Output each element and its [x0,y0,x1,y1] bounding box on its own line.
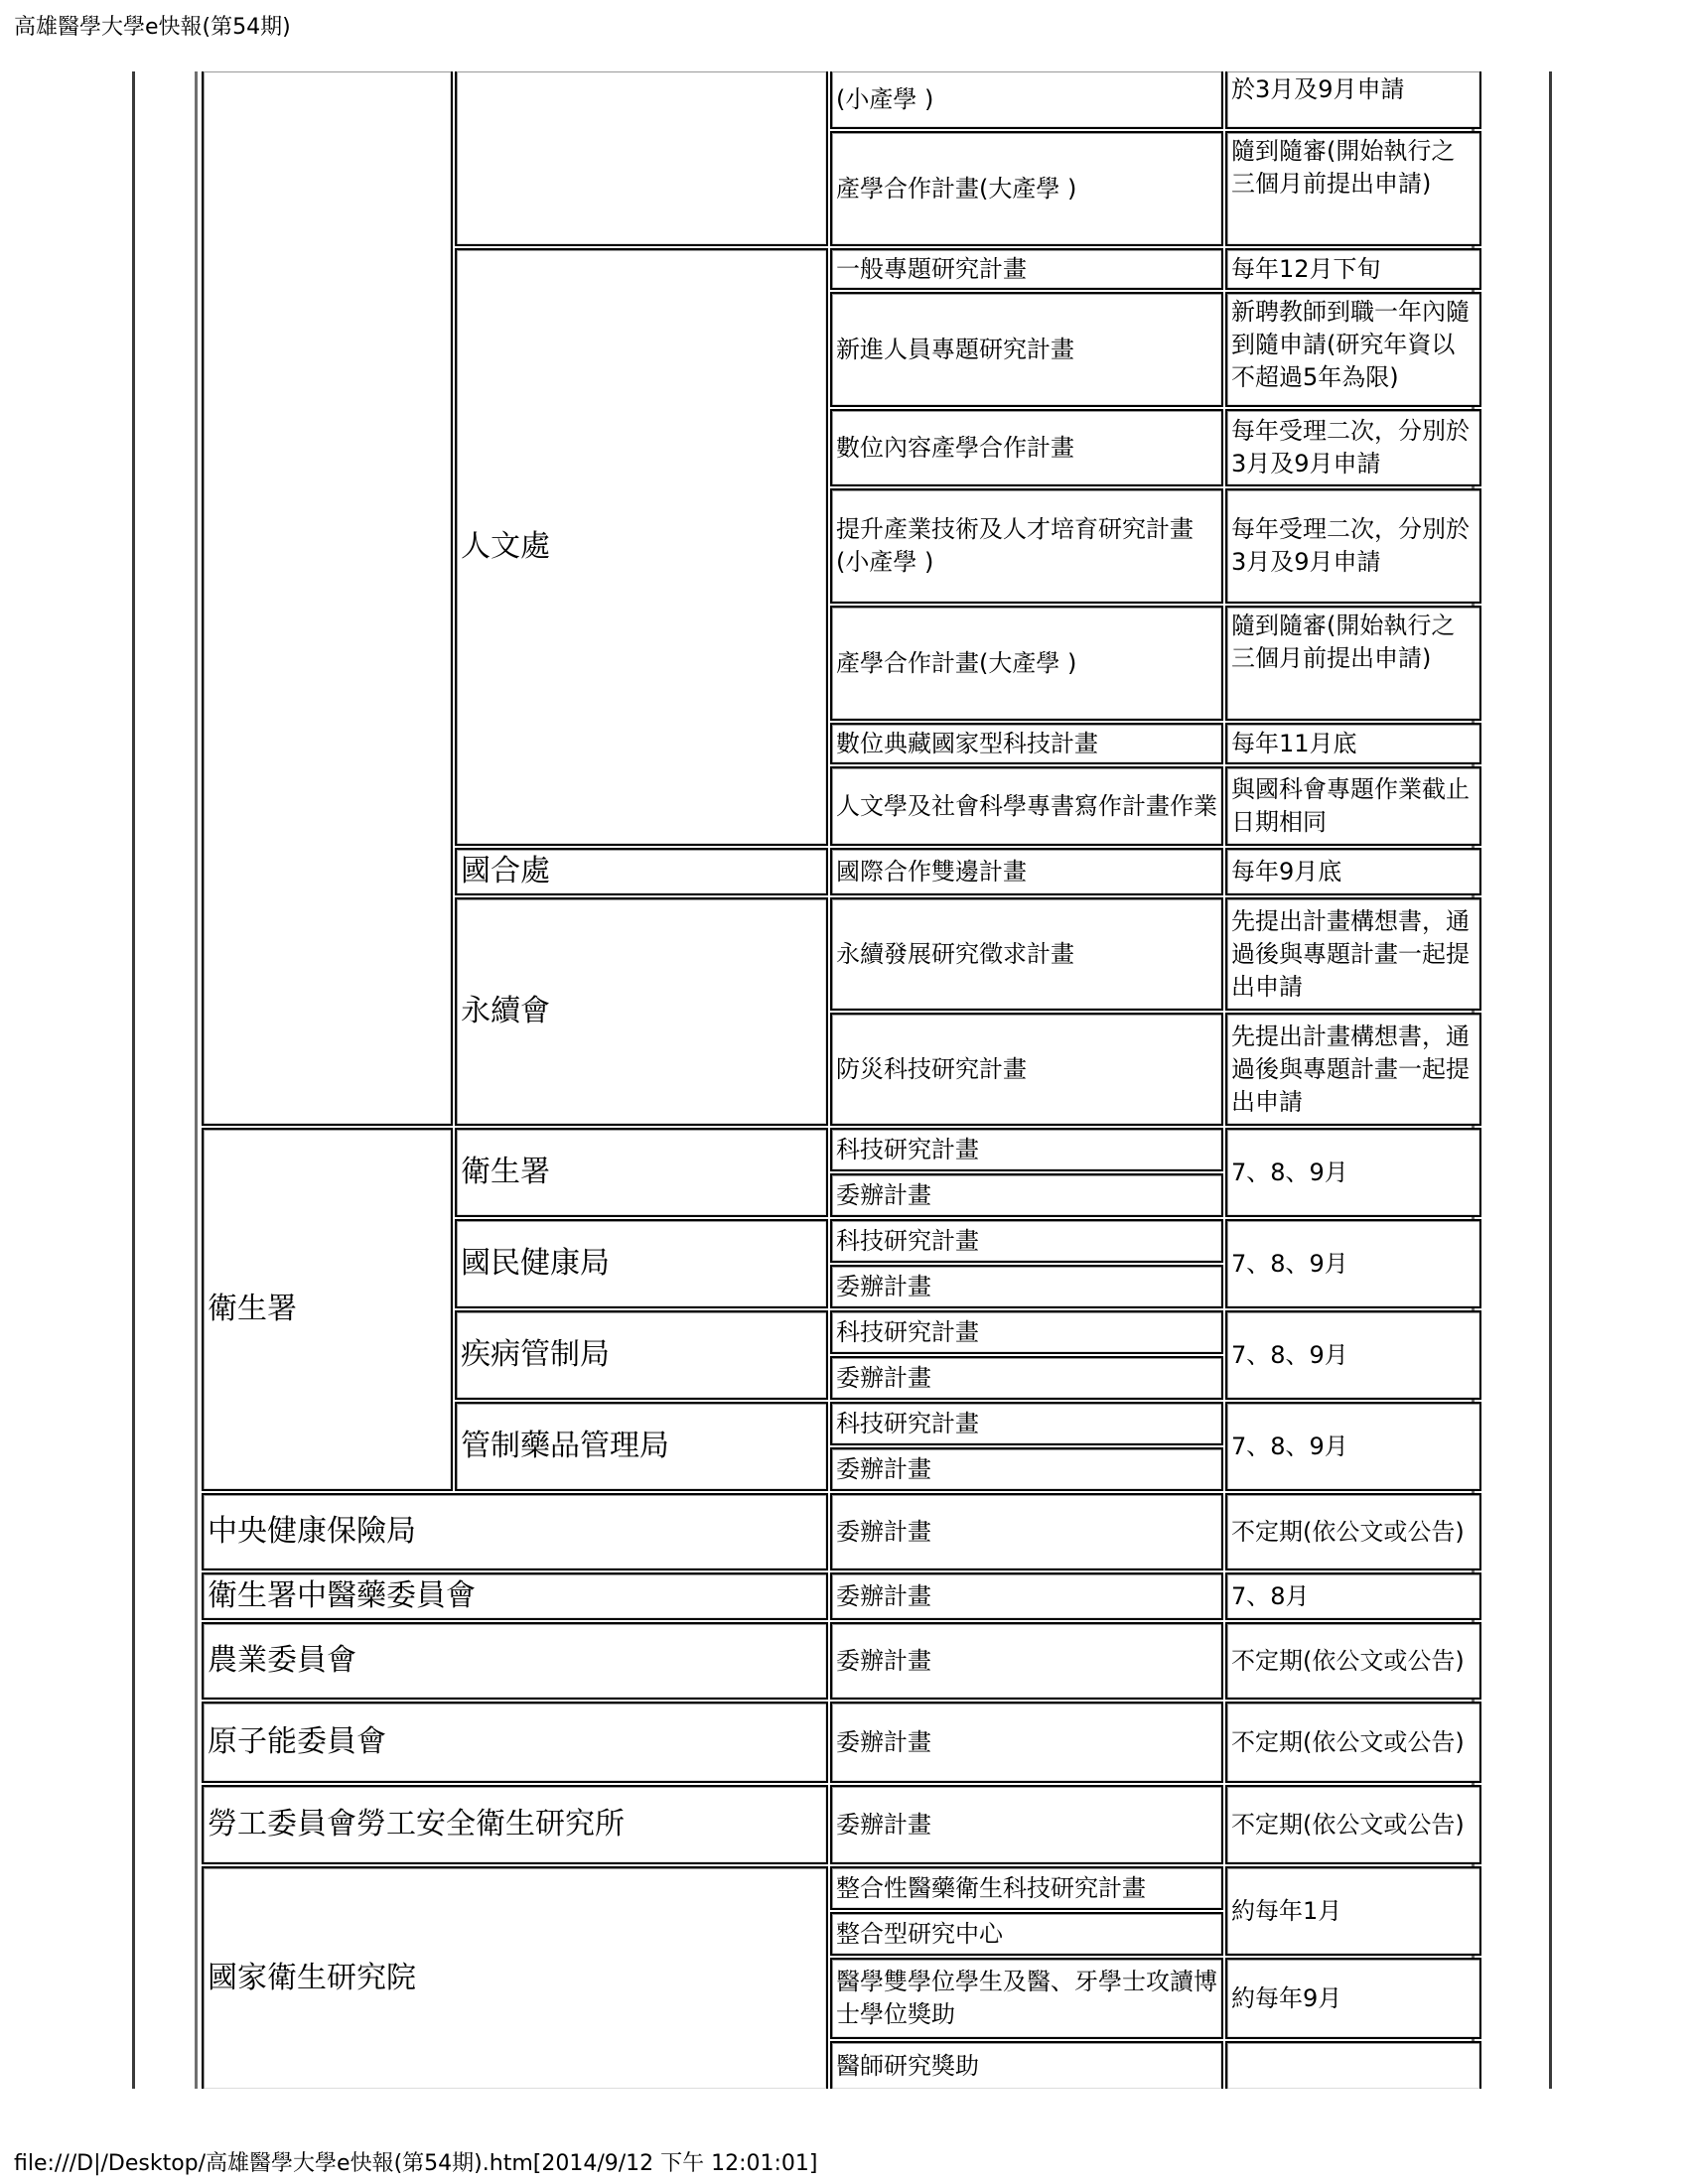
deadline-cell: 每年9月底 [1225,848,1481,895]
deadline-cell: 不定期(依公文或公告) [1225,1622,1481,1700]
plan-cell: 國際合作雙邊計畫 [830,848,1223,895]
agency-cell-continued [202,71,453,1126]
deadline-cell: 約每年1月 [1225,1866,1481,1956]
plan-cell: 委辦計畫 [830,1622,1223,1700]
plan-cell: 永續發展研究徵求計畫 [830,897,1223,1011]
agency-cell: 原子能委員會 [202,1702,828,1783]
inner-frame-left-line [195,71,198,2089]
plan-cell: 提升產業技術及人才培育研究計畫 (小產學 ) [830,488,1223,604]
deadline-cell: 隨到隨審(開始執行之三個月前提出申請) [1225,131,1481,246]
deadline-cell: 7、8、9月 [1225,1310,1481,1400]
plan-cell: 委辦計畫 [830,1173,1223,1217]
unit-cell-sustainability: 永續會 [455,897,828,1126]
deadline-cell: 每年受理二次，分別於3月及9月申請 [1225,488,1481,604]
unit-cell: 衛生署 [455,1128,828,1217]
plan-cell: 整合性醫藥衛生科技研究計畫 [830,1866,1223,1910]
unit-cell: 疾病管制局 [455,1310,828,1400]
deadline-cell-empty [1225,2041,1481,2089]
deadline-cell: 隨到隨審(開始執行之三個月前提出申請) [1225,606,1481,721]
plan-cell: 產學合作計畫(大產學 ) [830,131,1223,246]
plan-cell: 委辦計畫 [830,1785,1223,1864]
deadline-cell: 不定期(依公文或公告) [1225,1493,1481,1570]
agency-cell-nhri: 國家衛生研究院 [202,1866,828,2089]
outer-frame-left-line [132,71,135,2089]
plan-cell: 醫學雙學位學生及醫、牙學士攻讀博士學位獎助 [830,1958,1223,2039]
plan-cell: 整合型研究中心 [830,1912,1223,1956]
deadline-cell: 每年12月下旬 [1225,248,1481,290]
plan-cell: 一般專題研究計畫 [830,248,1223,290]
plan-cell: 醫師研究獎助 [830,2041,1223,2089]
plan-cell: 委辦計畫 [830,1572,1223,1620]
plan-cell: 委辦計畫 [830,1702,1223,1783]
plan-cell: 委辦計畫 [830,1356,1223,1400]
plan-cell: 科技研究計畫 [830,1219,1223,1263]
deadline-cell: 7、8、9月 [1225,1219,1481,1308]
agency-cell: 農業委員會 [202,1622,828,1700]
agency-cell: 衛生署中醫藥委員會 [202,1572,828,1620]
plan-cell: 科技研究計畫 [830,1128,1223,1171]
deadline-cell: 於3月及9月申請 [1225,71,1481,129]
agency-cell: 中央健康保險局 [202,1493,828,1570]
outer-frame-right-line [1549,71,1552,2089]
agency-cell-health-dept: 衛生署 [202,1128,453,1491]
deadline-cell: 與國科會專題作業截止日期相同 [1225,766,1481,846]
plan-cell: 科技研究計畫 [830,1310,1223,1354]
plan-cell: 委辦計畫 [830,1447,1223,1491]
plan-cell: 委辦計畫 [830,1493,1223,1570]
plan-cell: 科技研究計畫 [830,1402,1223,1445]
plan-cell: 產學合作計畫(大產學 ) [830,606,1223,721]
deadline-cell: 先提出計畫構想書，通過後與專題計畫一起提出申請 [1225,897,1481,1011]
plan-cell: 委辦計畫 [830,1265,1223,1308]
deadline-cell: 7、8、9月 [1225,1402,1481,1491]
plan-cell: 數位內容產學合作計畫 [830,409,1223,486]
deadline-cell: 不定期(依公文或公告) [1225,1702,1481,1783]
page-footer-url: file:///D|/Desktop/高雄醫學大學e快報(第54期).htm[2014/9/12 下午 12:01:01] [14,2151,818,2176]
plan-cell: 新進人員專題研究計畫 [830,292,1223,407]
deadline-cell: 不定期(依公文或公告) [1225,1785,1481,1864]
plan-cell: 人文學及社會科學專書寫作計畫作業 [830,766,1223,846]
unit-cell: 國民健康局 [455,1219,828,1308]
plan-cell: 數位典藏國家型科技計畫 [830,723,1223,764]
plan-cell: (小產學 ) [830,71,1223,129]
deadline-cell: 先提出計畫構想書，通過後與專題計畫一起提出申請 [1225,1013,1481,1126]
deadline-cell: 新聘教師到職一年內隨到隨申請(研究年資以不超過5年為限) [1225,292,1481,407]
deadline-cell: 每年受理二次，分別於3月及9月申請 [1225,409,1481,486]
unit-cell: 管制藥品管理局 [455,1402,828,1491]
unit-cell-continued [455,71,828,246]
deadline-cell: 每年11月底 [1225,723,1481,764]
plan-cell: 防災科技研究計畫 [830,1013,1223,1126]
agency-cell: 勞工委員會勞工安全衛生研究所 [202,1785,828,1864]
unit-cell-international: 國合處 [455,848,828,895]
page-header-title: 高雄醫學大學e快報(第54期) [14,15,291,40]
deadline-cell: 約每年9月 [1225,1958,1481,2039]
unit-cell-humanities: 人文處 [455,248,828,846]
deadline-cell: 7、8、9月 [1225,1128,1481,1217]
deadline-cell: 7、8月 [1225,1572,1481,1620]
